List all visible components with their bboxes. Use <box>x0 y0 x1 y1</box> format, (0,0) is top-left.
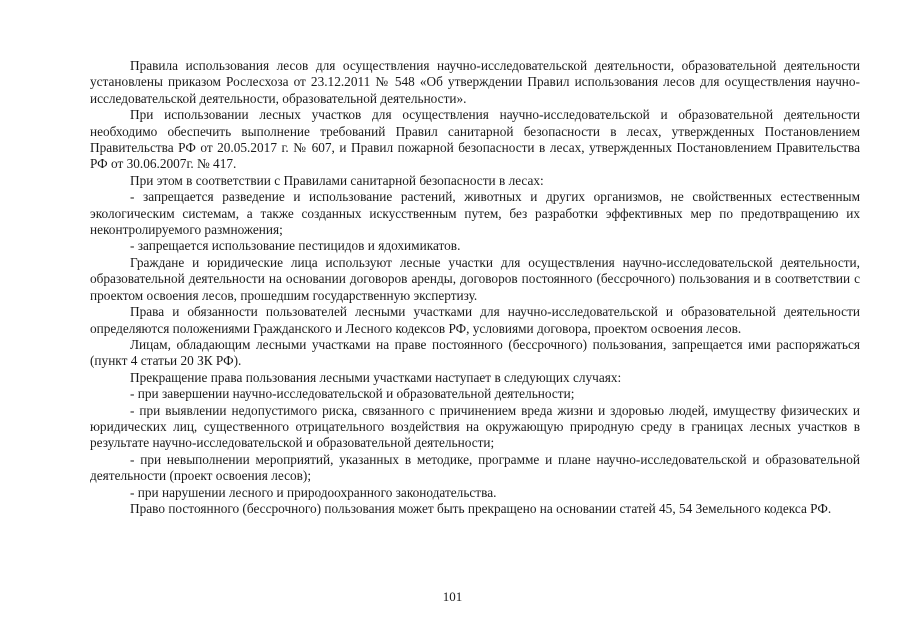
page-number: 101 <box>442 589 463 604</box>
list-item: - при невыполнении мероприятий, указанных в методике, программе и плане научно-исследовательской и образовательной деятельности (проект освоения лесов); <box>90 451 860 484</box>
list-item: - при выявлении недопустимого риска, связанного с причинением вреда жизни и здоровью людей, имуществу физических и юридических лиц, существенного отрицательного воздействия на окружающую природную среду в границах лесных участков в результате научно-исследовательской и образовательной деятельности; <box>90 402 860 451</box>
document-body <box>90 58 860 517</box>
list-item: - запрещается использование пестицидов и ядохимикатов. <box>130 238 461 254</box>
paragraph: Прекращение права пользования лесными участками наступает в следующих случаях: <box>130 369 622 385</box>
paragraph: Лицам, обладающим лесными участками на праве постоянного (бессрочного) пользования, запрещается ими распоряжаться (пункт 4 статьи 20 ЗК РФ). <box>90 336 860 369</box>
list-item: - запрещается разведение и использование растений, животных и других организмов, не свойственных естественным экологическим системам, а также созданных искусственным путем, без разработки эффективных мер по предотвращению их неконтролируемого размножения; <box>90 189 860 238</box>
paragraph: При использовании лесных участков для осуществления научно-исследовательской и образовательной деятельности необходимо обеспечить выполнение требований Правил санитарной безопасности в лесах, утвержденных Постановлением Правительства РФ от 20.05.2017 г. № 607, и Правил пожарной безопасности в лесах, утвержденных Постановлением Правительства РФ от 30.06.2007г. № 417. <box>90 107 860 172</box>
paragraph: При этом в соответствии с Правилами санитарной безопасности в лесах: <box>130 172 544 188</box>
list-item: - при нарушении лесного и природоохранного законодательства. <box>130 484 497 500</box>
paragraph: Право постоянного (бессрочного) пользования может быть прекращено на основании статей 45, 54 Земельного кодекса РФ. <box>130 500 832 516</box>
paragraph: Граждане и юридические лица используют лесные участки для осуществления научно-исследовательской деятельности, образовательной деятельности на основании договоров аренды, договоров постоянного (бессрочного) пользования и в соответствии с проектом освоения лесов, прошедшим государственную экспертизу. <box>90 254 860 303</box>
list-item: - при завершении научно-исследовательской и образовательной деятельности; <box>130 386 575 402</box>
paragraph: Правила использования лесов для осуществления научно-исследовательской деятельности, образовательной деятельности установлены приказом Рослесхоза от 23.12.2011 № 548 «Об утверждении Правил использования лесов для осуществления научно-исследовательской деятельности, образовательной деятельности». <box>90 58 860 106</box>
paragraph: Права и обязанности пользователей лесными участками для научно-исследовательской и образовательной деятельности определяются положениями Гражданского и Лесного кодексов РФ, условиями договора, проектом освоения лесов. <box>90 304 860 336</box>
